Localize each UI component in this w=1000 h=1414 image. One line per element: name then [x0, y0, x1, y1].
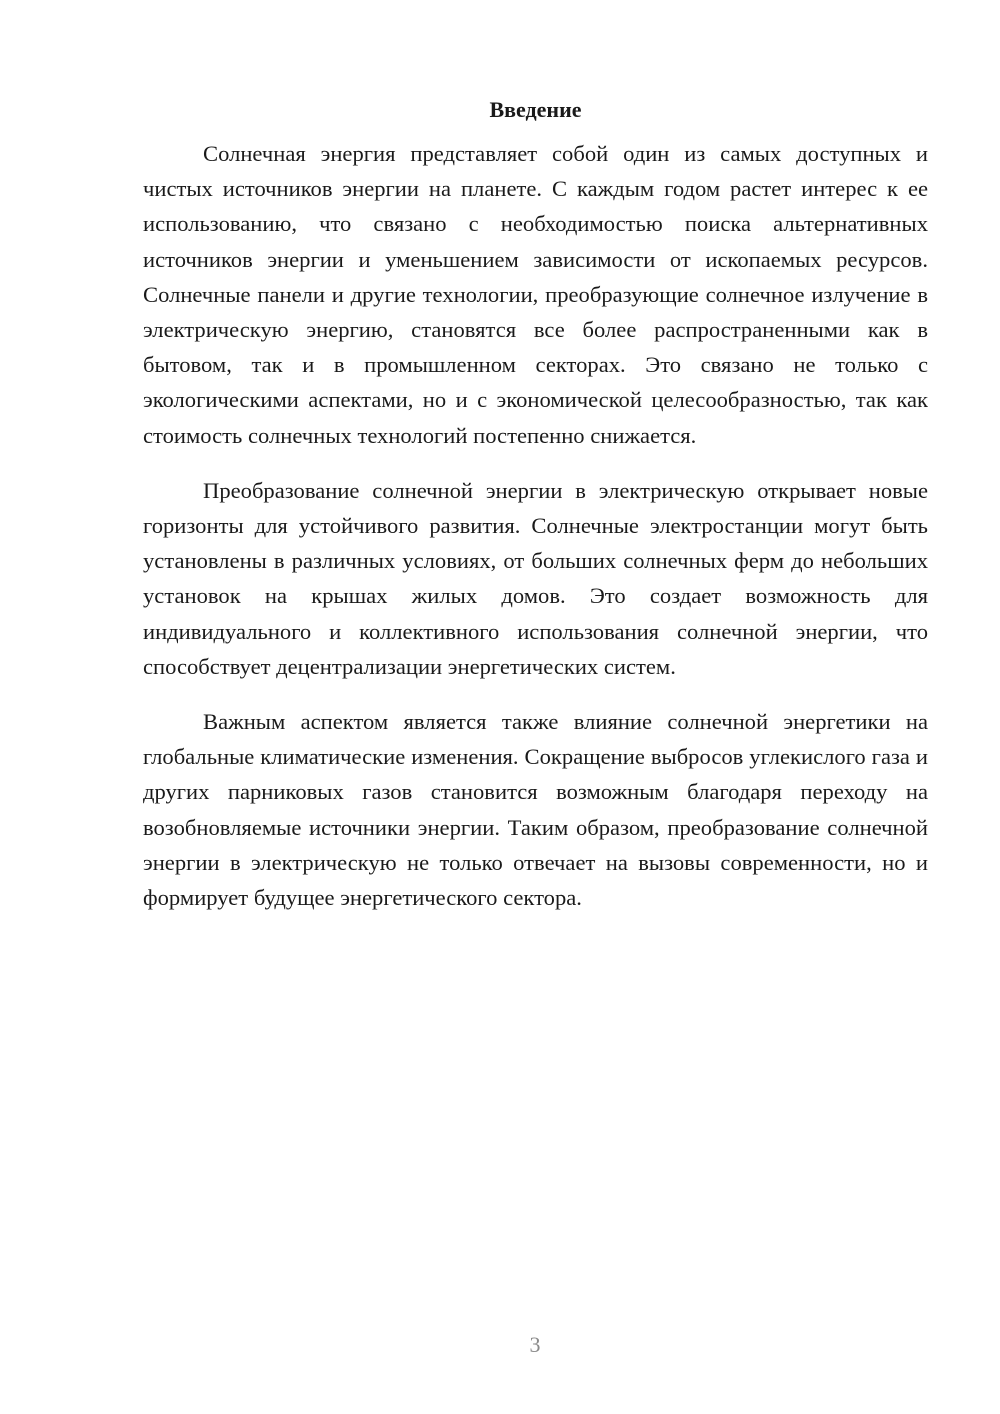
paragraph-3: Важным аспектом является также влияние солнечной энергетики на глобальные климатические изменения. Сокращение выбросов углекислого газа и других парниковых газов становится возможным благодаря переходу на возобновляемые источники энергии. Таким образом, преобразование солнечной энергии в электрическую не только отвечает на вызовы современности, но и формирует будущее энергетического сектора.	[143, 709, 928, 911]
paragraph-1: Солнечная энергия представляет собой один из самых доступных и чистых источников энергии на планете. С каждым годом растет интерес к ее использованию, что связано с необходимостью поиска альтернативных источников энергии и уменьшением зависимости от ископаемых ресурсов. Солнечные панели и другие технологии, преобразующие солнечное излучение в электрическую энергию, становятся все более распространенными как в бытовом, так и в промышленном секторах. Это связано не только с экологическими аспектами, но и с экономической целесообразностью, так как стоимость солнечных технологий постепенно снижается.	[143, 141, 928, 448]
section-heading: Введение	[489, 97, 582, 122]
paragraph-2: Преобразование солнечной энергии в электрическую открывает новые горизонты для устойчивого развития. Солнечные электростанции могут быть установлены в различных условиях, от больших солнечных ферм до небольших установок на крышах жилых домов. Это создает возможность для индивидуального и коллективного использования солнечной энергии, что способствует децентрализации энергетических систем.	[143, 477, 928, 679]
page-body	[143, 92, 928, 935]
page-number: 3	[529, 1332, 541, 1357]
